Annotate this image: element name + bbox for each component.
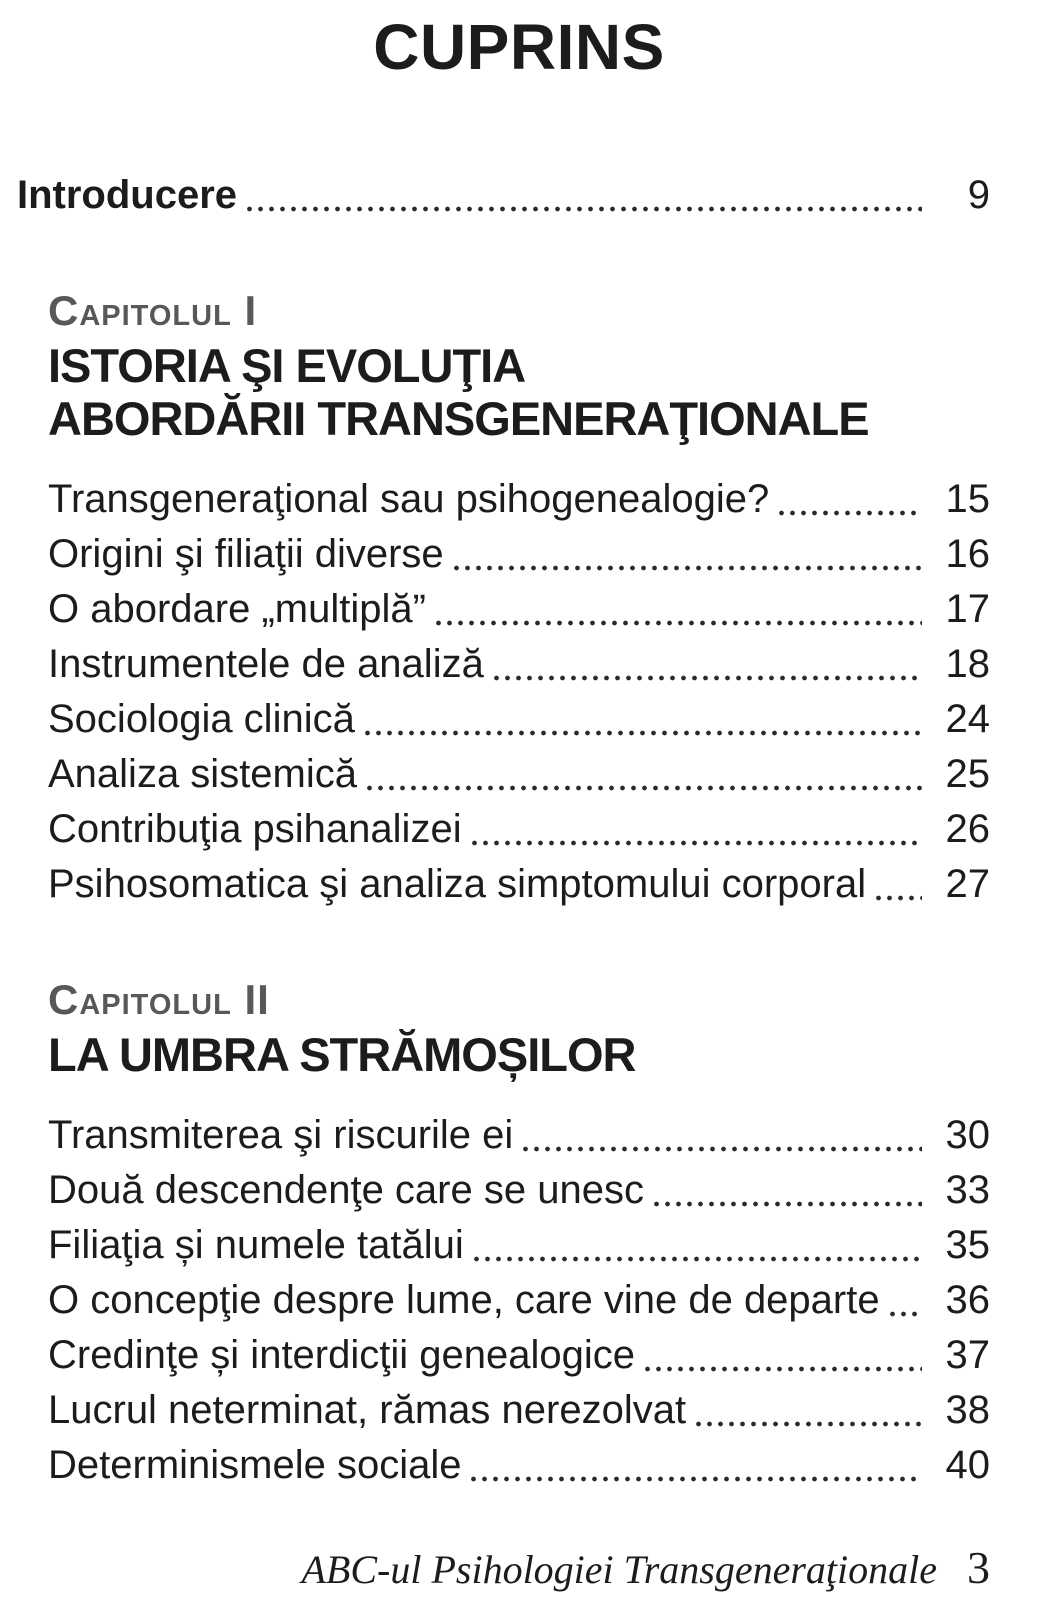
chapter-title [48, 1028, 990, 1081]
chapter-entries [48, 1108, 990, 1493]
toc-entry-page: 27 [945, 862, 990, 906]
toc-entry[interactable] [48, 1328, 990, 1383]
toc-entry-label: Introducere [17, 173, 238, 217]
chapters-container [48, 283, 990, 1493]
chapter-kicker: Capitolul I [48, 287, 258, 334]
dot-leader [247, 206, 922, 212]
toc-entry-page: 25 [945, 752, 990, 796]
toc-entry-page: 36 [945, 1278, 990, 1322]
dot-leader [523, 1146, 922, 1152]
toc-entry[interactable] [48, 1273, 990, 1328]
dot-leader [471, 1476, 922, 1482]
toc-entry-label: Origini şi filiaţii diverse [48, 532, 444, 576]
toc-entry-page: 38 [945, 1388, 990, 1432]
toc-entry-label: Psihosomatica şi analiza simptomului corporal [48, 862, 867, 906]
toc-entry-label: Contribuţia psihanalizei [48, 807, 462, 851]
footer-page-number: 3 [967, 1542, 990, 1593]
page-title: CUPRINS [373, 11, 665, 83]
dot-leader [696, 1421, 922, 1427]
chapter-entries [48, 472, 990, 912]
toc-entry[interactable] [48, 637, 990, 692]
toc-entry-page: 9 [967, 173, 990, 217]
toc-entry-label: Instrumentele de analiză [48, 642, 484, 686]
toc-entry-label: Lucrul neterminat, rămas nerezolvat [48, 1388, 687, 1432]
dot-leader [454, 565, 922, 571]
toc-entry[interactable] [48, 692, 990, 747]
chapter-section [48, 972, 990, 1493]
toc-entry-label: Credinţe și interdicţii genealogice [48, 1333, 635, 1377]
toc-entry-label: Două descendenţe care se unesc [48, 1168, 644, 1212]
chapter-title [48, 339, 990, 445]
toc-entry-page: 17 [945, 587, 990, 631]
chapter-title-line: ABORDĂRII TRANSGENERAŢIONALE [48, 392, 869, 445]
dot-leader [876, 895, 922, 901]
toc-entry[interactable] [48, 527, 990, 582]
toc-entry[interactable] [48, 1163, 990, 1218]
toc-entry-label: Transgeneraţional sau psihogenealogie? [48, 477, 770, 521]
toc-entry[interactable] [48, 747, 990, 802]
toc-entry-page: 16 [945, 532, 990, 576]
footer-book-title: ABC-ul Psihologiei Transgeneraţionale [301, 1547, 937, 1592]
toc-entry-page: 26 [945, 807, 990, 851]
dot-leader [494, 675, 922, 681]
toc-entry[interactable] [48, 472, 990, 527]
toc-entry[interactable] [48, 802, 990, 857]
toc-entry-label: Determinismele sociale [48, 1443, 462, 1487]
toc-entry-label: Filiaţia și numele tatălui [48, 1223, 464, 1267]
chapter-title-line: LA UMBRA STRĂMOȘILOR [48, 1028, 636, 1081]
toc-entry-introducere[interactable] [17, 168, 990, 223]
toc-entry-page: 15 [945, 477, 990, 521]
chapter-kicker: Capitolul II [48, 976, 270, 1023]
toc-entry[interactable] [48, 1108, 990, 1163]
dot-leader [654, 1201, 922, 1207]
toc-entry-page: 33 [945, 1168, 990, 1212]
dot-leader [645, 1366, 922, 1372]
toc-entry-label: O abordare „multiplă” [48, 587, 426, 631]
toc-entry-label: O concepţie despre lume, care vine de departe [48, 1278, 880, 1322]
dot-leader [367, 785, 922, 791]
toc-entry[interactable] [48, 1218, 990, 1273]
toc-entry[interactable] [48, 582, 990, 637]
dot-leader [472, 840, 922, 846]
toc-entry-label: Analiza sistemică [48, 752, 358, 796]
dot-leader [474, 1256, 922, 1262]
toc-entry-page: 35 [945, 1223, 990, 1267]
toc-entry-page: 40 [945, 1443, 990, 1487]
dot-leader [436, 620, 922, 626]
dot-leader [779, 510, 922, 516]
toc-entry-label: Sociologia clinică [48, 697, 355, 741]
toc-entry-label: Transmiterea şi riscurile ei [48, 1113, 514, 1157]
toc-entry-page: 30 [945, 1113, 990, 1157]
toc-entry-page: 37 [945, 1333, 990, 1377]
toc-entry[interactable] [48, 857, 990, 912]
toc-entry[interactable] [48, 1383, 990, 1438]
dot-leader [365, 730, 922, 736]
page-footer [301, 1541, 990, 1594]
toc-entry[interactable] [48, 1438, 990, 1493]
dot-leader [890, 1311, 922, 1317]
toc-entry-page: 24 [945, 697, 990, 741]
chapter-section [48, 283, 990, 912]
toc-entry-page: 18 [945, 642, 990, 686]
chapter-title-line: ISTORIA ŞI EVOLUŢIA [48, 339, 526, 392]
